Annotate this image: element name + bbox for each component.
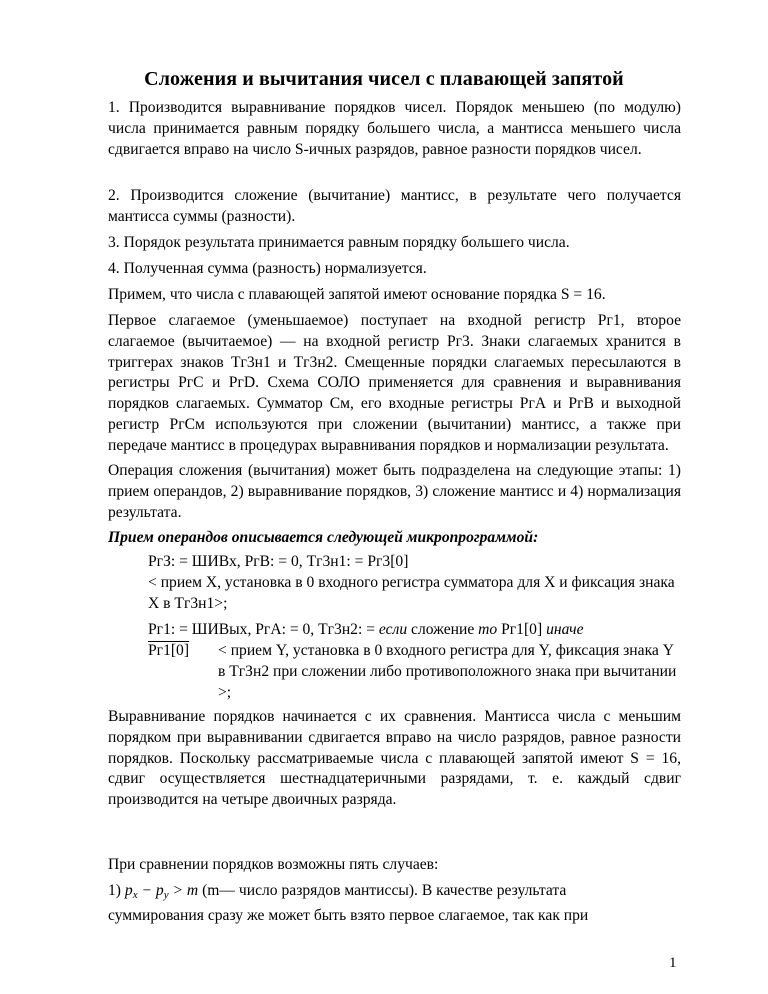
document-title: Сложения и вычитания чисел с плавающей запятой	[144, 68, 624, 90]
paragraph-2: 2. Производится сложение (вычитание) мантисс, в результате чего получается мантисса суммы (разности).	[108, 187, 681, 225]
paragraph-7: Операция сложения (вычитания) может быть подразделена на следующие этапы: 1) прием операндов, 2) выравнивание порядков, 3) сложение мантисс и 4) нормализация результата.	[108, 462, 681, 521]
microprogram-line-1: РгЗ: = ШИВх, РгВ: = 0, Тг3н1: = Рг3[0]	[148, 553, 409, 570]
case-1-text: (m— число разрядов мантиссы). В качестве результата	[198, 882, 567, 899]
page-number: 1	[669, 955, 677, 971]
micro2-part-b: сложение	[407, 621, 479, 638]
micro2-then: то	[478, 621, 498, 638]
micro2-if: если	[378, 621, 408, 638]
paragraph-3: 3. Порядок результата принимается равным порядку большего числа.	[108, 234, 570, 251]
case-1-prefix: 1)	[108, 882, 121, 899]
paragraph-8: Выравнивание порядков начинается с их сравнения. Мантисса числа с меньшим порядком при выравнивании сдвигается вправо на число разрядов, равное разности порядков. Поскольку рассматриваемые числа с плавающей запятой имеют S = 16, сдвиг осуществляется шестнадцатеричными разрядами, т. е. каждый сдвиг производится на четыре двоичных разряда.	[108, 708, 681, 809]
case-1-line	[108, 881, 681, 906]
micro2-part-a: Рг1: = ШИВых, РгА: = 0, Тг3н2: =	[148, 621, 379, 638]
formula-gt-m: > m	[168, 882, 199, 899]
formula-minus-p: − p	[137, 882, 164, 899]
case-1-formula	[125, 882, 198, 899]
micro2-else: иначе	[546, 621, 584, 638]
paragraph-9: При сравнении порядков возможны пять случаев:	[108, 856, 439, 873]
formula-sub-y: y	[163, 889, 169, 901]
paragraph-4: 4. Полученная сумма (разность) нормализуется.	[108, 260, 427, 277]
paragraph-1: 1. Производится выравнивание порядков чисел. Порядок меньшею (по модулю) числа принимается равным порядку большего числа, а мантисса меньшего числа сдвигается вправо на число S-ичных разрядов, равное разности порядков чисел.	[108, 99, 681, 158]
paragraph-6: Первое слагаемое (уменьшаемое) поступает на входной регистр Рг1, второе слагаемое (вычитаемое) — на входной регистр Рг3. Знаки слагаемых хранится в триггерах знаков Тг3н1 и Тг3н2. Смещенные порядки слагаемых пересылаются в регистры РгС и РгD. Схема СОЛО применяется для сравнения и выравнивания порядков слагаемых. Сумматор См, его входные регистры РгА и РгВ и выходной регистр РгСм используются при сложении (вычитании) мантисс, а также при передаче мантисс в процедурах выравнивания порядков и нормализации результата.	[108, 312, 681, 454]
paragraph-10: суммирования сразу же может быть взято первое слагаемое, так как при	[108, 907, 589, 924]
microprogram-comment-1: < прием X, установка в 0 входного регистра сумматора для X и фиксация знака X в Тг3н1>;	[148, 574, 675, 612]
microprogram-line-2	[148, 620, 681, 641]
micro2-overline-operand: Рг1[0]	[148, 642, 190, 659]
section-heading: Прием операндов описывается следующей микропрограммой:	[108, 529, 539, 546]
paragraph-5: Примем, что числа с плавающей запятой имеют основание порядка S = 16.	[108, 286, 606, 303]
formula-sub-x: x	[132, 889, 138, 901]
micro2-part-c: Рг1[0]	[497, 621, 547, 638]
microprogram-comment-2: < прием Y, установка в 0 входного регистра для Y, фиксация знака Y в ТгЗн2 при сложении либо противоположного знака при вычитании >;	[218, 642, 677, 701]
formula-p: p	[124, 882, 133, 899]
